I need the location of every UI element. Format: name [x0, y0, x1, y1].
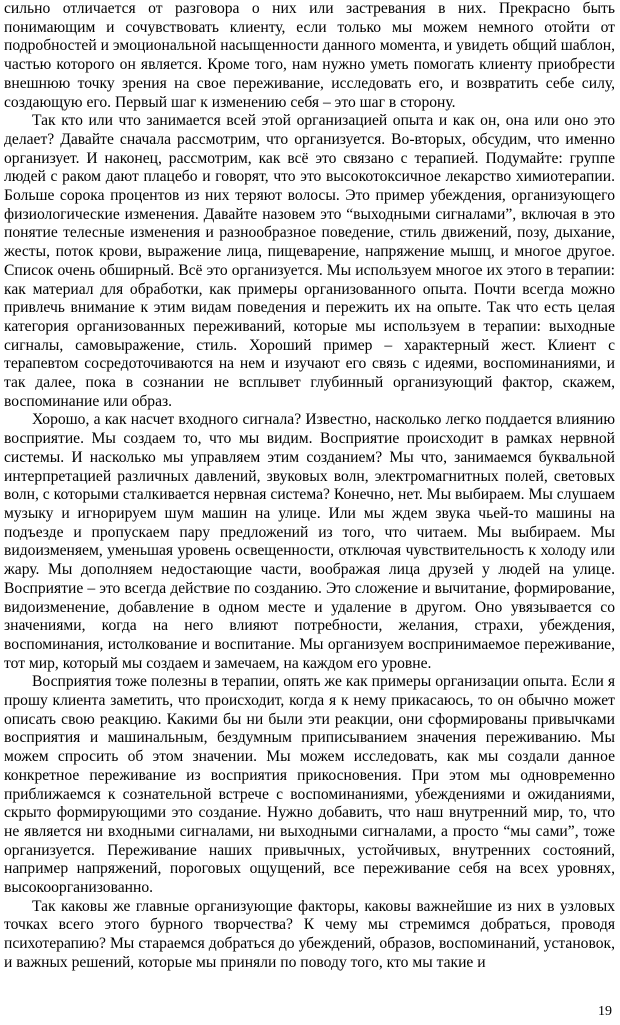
paragraph-organizing-factors: Так каковы же главные организующие факторы, каковы важнейшие из них в узловых точках всего этого бурного творчества? К чему мы стремимся добраться, проводя психотерапию? Мы стараемся добраться до убеждений, образов, воспоминаний, установок, и важных решений, которые мы приняли по поводу того, кто мы такие и — [4, 897, 615, 971]
body-text — [4, 0, 615, 973]
paragraph-perception-in-therapy: Восприятия тоже полезны в терапии, опять же как примеры организации опыта. Если я прошу клиента заметить, что происходит, когда я к нему прикасаюсь, то он обычно может описать свою реакцию. Какими бы ни были эти реакции, они сформированы привычками восприятия и машинальным, бездумным приписыванием значения переживанию. Мы можем спросить об этом значении. Мы можем исследовать, как мы создали данное конкретное переживание из восприятия прикосновения. При этом мы одновременно приближаемся к сознательной встрече с воспоминаниями, убеждениями и ожиданиями, скрыто формирующими это создание. Нужно добавить, что наш внутренний мир, то, что не является ни входными сигналами, ни выходными сигналами, а просто “мы сами”, тоже организуется. Переживание наших привычных, устойчивых, внутренних состояний, например напряжений, пороговых ощущений, все переживание себя на всех уровнях, высокоорганизованно. — [4, 673, 615, 897]
paragraph-input-signal: Хорошо, а как насчет входного сигнала? Известно, насколько легко поддается влиянию восприятие. Мы создаем то, что мы видим. Восприятие происходит в рамках нервной системы. И насколько мы управляем этим созданием? Мы что, занимаемся буквальной интерпретацией различных давлений, звуковых волн, электромагнитных полей, световых волн, с которыми сталкивается нервная система? Конечно, нет. Мы выбираем. Мы слушаем музыку и игнорируем шум машин на улице. Или мы ждем звука чьей-то машины на подъезде и пропускаем пару предложений из того, что читаем. Мы выбираем. Мы видоизменяем, уменьшая уровень освещенности, отключая чувствительность к холоду или жару. Мы дополняем недостающие части, воображая лица друзей у людей на улице. Восприятие – это всегда действие по созданию. Это сложение и вычитание, формирование, видоизменение, добавление в одном месте и удаление в другом. Оно увязывается со значениями, когда на него влияют потребности, желания, страхи, убеждения, воспоминания, истолкование и воспитание. Мы организуем воспринимаемое переживание, тот мир, который мы создаем и замечаем, на каждом его уровне. — [4, 411, 615, 672]
page-number: 19 — [598, 1004, 612, 1019]
paragraph-organization-of-experience: Так кто или что занимается всей этой организацией опыта и как он, она или оно это делает? Давайте сначала рассмотрим, что организуется. Во-вторых, обсудим, что именно организует. И наконец, рассмотрим, как всё это связано с терапией. Подумайте: группе людей с раком дают плацебо и говорят, что это высокотоксичное лекарство химиотерапии. Больше сорока процентов из них теряют волосы. Это пример убеждения, организующего физиологические изменения. Давайте назовем это “выходными сигналами”, включая в это понятие телесные изменения и разнообразное поведение, стиль движений, позу, дыхание, жесты, поток крови, выражение лица, пищеварение, напряжение мышц, и многое другое. Список очень обширный. Всё это организуется. Мы используем многое их этого в терапии: как материал для обработки, как примеры организованного опыта. Почти всегда можно привлечь внимание к этим видам поведения и пережить их на опыте. Так что есть целая категория организованных переживаний, которые мы используем в терапии: выходные сигналы, самовыражение, стиль. Хороший пример – характерный жест. Клиент с терапевтом сосредоточиваются на нем и изучают его связь с идеями, воспоминаниями, и так далее, пока в сознании не всплывет глубинный организующий фактор, скажем, воспоминание или образ. — [4, 112, 615, 410]
paragraph-continuation: сильно отличается от разговора о них или застревания в них. Прекрасно быть понимающим и сочувствовать клиенту, если только мы можем немного отойти от подробностей и эмоциональной насыщенности данного момента, и увидеть общий шаблон, частью которого он является. Кроме того, нам нужно уметь помогать клиенту приобрести внешнюю точку зрения на свое переживание, исследовать его, и возвратить себе силу, создающую его. Первый шаг к изменению себя – это шаг в сторону. — [4, 0, 615, 111]
